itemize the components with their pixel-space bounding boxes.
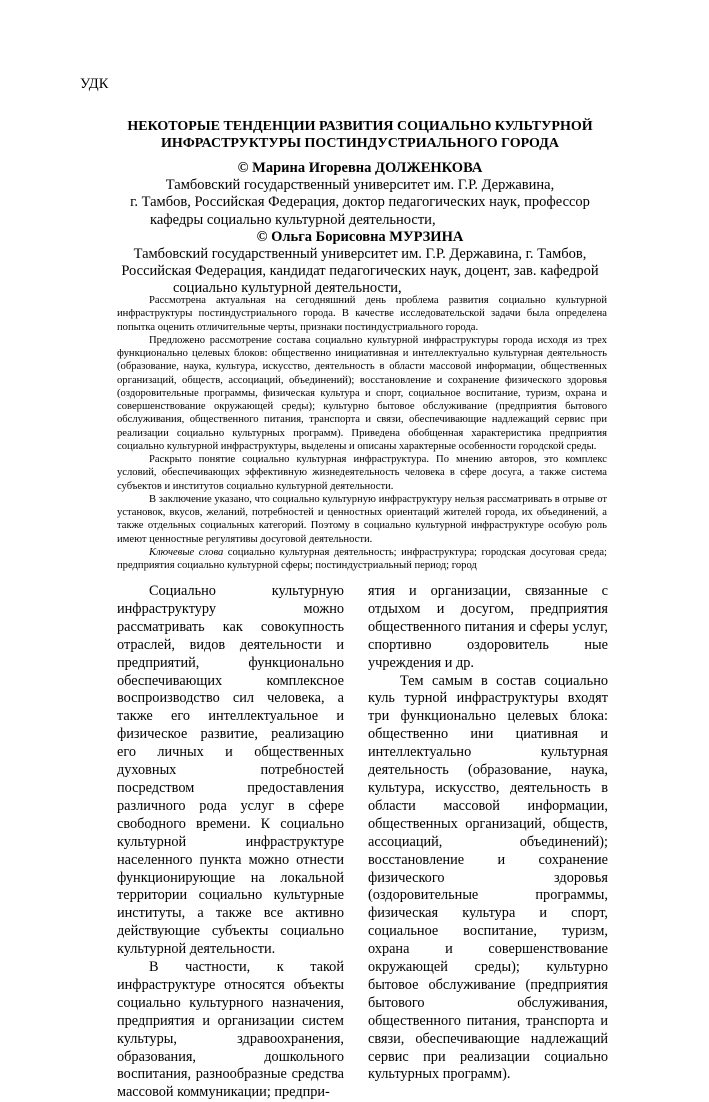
keywords	[117, 546, 607, 573]
udk-label: УДК	[80, 76, 109, 92]
body-right-column	[368, 583, 608, 1102]
author-1-affiliation-line: Тамбовский государственный университет им. Г.Р. Державина,	[165, 177, 555, 194]
author-1-affiliation-line: кафедры социально культурной деятельности,	[150, 211, 436, 228]
author-2-affiliation-line: Тамбовский государственный университет им. Г.Р. Державина, г. Тамбов,	[133, 246, 587, 263]
abstract-paragraph: Предложено рассмотрение состава социально культурной инфраструктуры города исходя из трех функционально целевых блоков: общественно инициативная и интеллектуально культурная деятельность (образование, наука, культура, искусство, деятельность в области массовой информации, общественных организаций, обществ, ассоциаций, объединений); восстановление и сохранение физического здоровья (оздоровительные программы, физическая культура и спорт, социальное воспитание, туризм, охрана и совершенствование окружающей среды); культурно бытовое обслуживание (предприятия бытового обслуживания, общественного питания, транспорта и связи, обеспечивающие надлежащий сервис при реализации социально культурных программ). Приведена обобщенная характеристика предприятия социально культурной инфраструктуры, выделены и описаны характерные особенности городской среды.	[117, 334, 607, 452]
authors-block	[110, 160, 610, 298]
author-2-name: © Ольга Борисовна МУРЗИНА	[256, 228, 464, 245]
body-paragraph: ятия и организации, связанные с отдыхом и досугом, предприятия общественного питания и сферы услуг, спортивно оздоровитель ные учреждения и др.	[368, 583, 608, 671]
abstract	[117, 294, 607, 572]
abstract-paragraph: В заключение указано, что социально культурную инфраструктуру нельзя рассматривать в отрыве от установок, вкусов, желаний, потребностей и ценностных ориентаций жителей города, их объединений, а также отдельных социальных категорий. Поэтому в социально культурной инфраструктуре особую роль имеют ценностные регулятивы досуговой деятельности.	[117, 493, 607, 545]
author-2	[110, 229, 610, 298]
title-line-2: ИНФРАСТРУКТУРЫ ПОСТИНДУСТРИАЛЬНОГО ГОРОДА	[161, 136, 559, 151]
author-1-affiliation-line: г. Тамбов, Российская Федерация, доктор педагогических наук, профессор	[130, 194, 590, 211]
keywords-label: Ключевые слова	[149, 546, 224, 558]
keywords-list: социально культурная деятельность; инфраструктура; городская досуговая среда; предприятия социально культурной сферы; постиндустриальный период; город	[117, 546, 608, 571]
author-2-affiliation-line: социально культурной деятельности,	[173, 280, 402, 297]
author-1	[110, 160, 610, 229]
article-title	[60, 118, 660, 152]
title-line-1: НЕКОТОРЫЕ ТЕНДЕНЦИИ РАЗВИТИЯ СОЦИАЛЬНО КУЛЬТУРНОЙ	[127, 119, 593, 134]
body-paragraph: Тем самым в состав социально куль турной инфраструктуры входят три функционально целевых блока: общественно ини циативная и интеллектуально культурная деятельность (образование, наука, культура, искусство, деятельность в области массовой информации, общественных организаций, обществ, ассоциаций, объединений); восстановление и сохранение физического здоровья (оздоровительные программы, физическая культура и спорт, социальное воспитание, туризм, охрана и совершенствование окружающей среды); культурно бытовое обслуживание (предприятия бытового обслуживания, общественного питания, транспорта и связи, обеспечивающие надлежащий сервис при реализации социально культурных программ).	[368, 672, 608, 1083]
body-columns	[117, 583, 608, 1102]
body-paragraph: В частности, к такой инфраструктуре относятся объекты социально культурного назначения, предприятия и организации систем культуры, здравоохранения, образования, дошкольного воспитания, разнообразные средства массовой коммуникации; предпри-	[117, 959, 344, 1101]
body-paragraph: Социально культурную инфраструктуру можно рассматривать как совокупность отраслей, видов деятельности и предприятий, функционально обеспечивающих комплексное воспроизводство сил человека, а также его интеллектуальное и физическое развитие, реализацию его личных и общественных духовных потребностей посредством предоставления различного рода услуг в сфере свободного времени. К социально культурной инфраструктуре населенного пункта можно отнести функционирующие на локальной территории социально культурные институты, а также все активно действующие субъекты социально культурной деятельности.	[117, 583, 344, 958]
abstract-paragraph: Рассмотрена актуальная на сегодняшний день проблема развития социально культурной инфраструктуры постиндустриального города. В качестве исследовательской задачи была определена попытка оценить отличительные черты, признаки постиндустриального города.	[117, 295, 607, 333]
body-left-column	[117, 583, 344, 1102]
author-2-affiliation-line: Российская Федерация, кандидат педагогических наук, доцент, зав. кафедрой	[121, 263, 599, 280]
author-1-name: © Марина Игоревна ДОЛЖЕНКОВА	[237, 160, 483, 176]
abstract-paragraph: Раскрыто понятие социально культурная инфраструктура. По мнению авторов, это комплекс условий, обеспечивающих эффективную жизнедеятельность человека в сфере досуга, а также система субъектов и институтов социально культурной деятельности.	[117, 454, 607, 492]
